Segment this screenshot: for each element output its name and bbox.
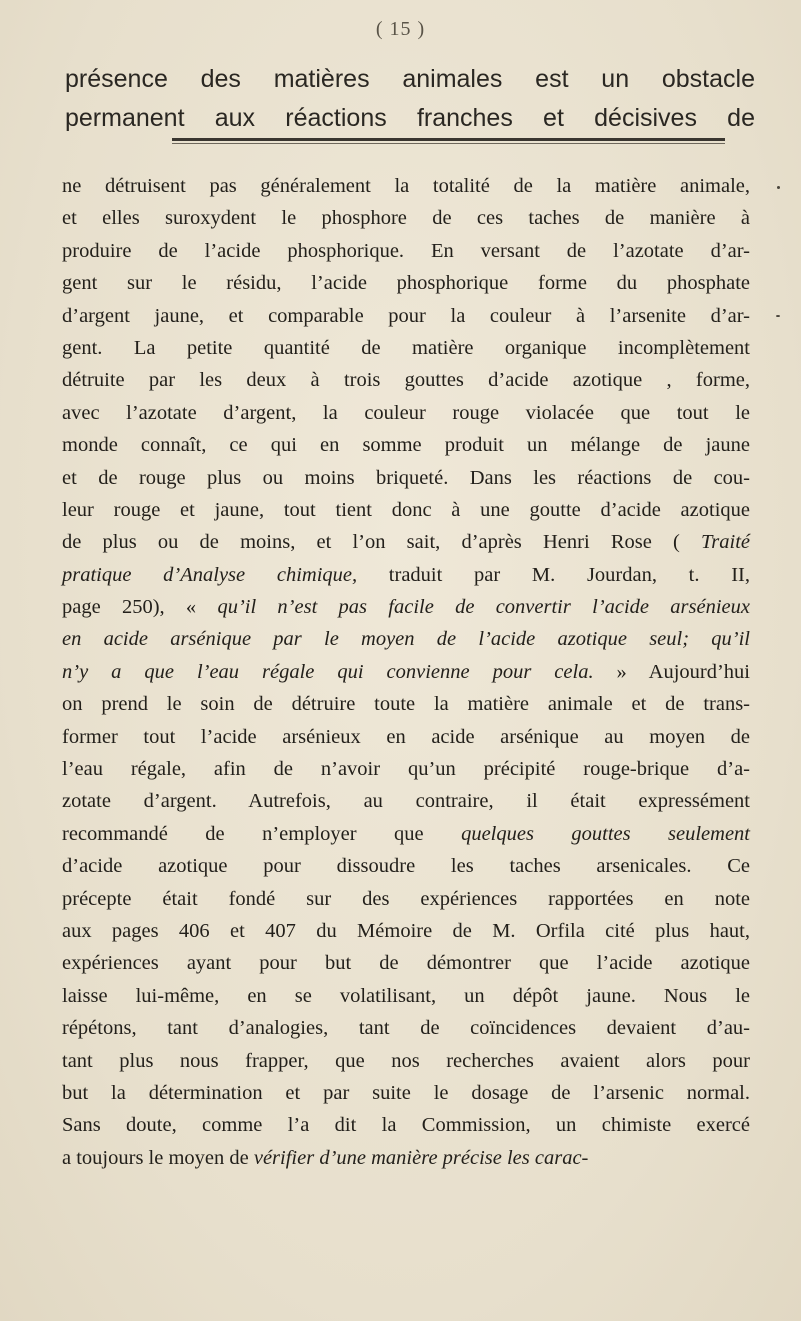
text-run: but la détermination et par suite le dosage de l’arsenic normal. bbox=[62, 1081, 750, 1104]
body-line bbox=[62, 947, 750, 979]
header-line: permanent aux réactions franches et décisives de bbox=[65, 104, 755, 132]
body-line bbox=[62, 591, 750, 623]
body-line bbox=[62, 1045, 750, 1077]
paper-speck bbox=[777, 186, 780, 189]
page-number: ( 15 ) bbox=[375, 18, 426, 40]
text-run: page 250), « bbox=[62, 596, 218, 619]
text-run: et de rouge plus ou moins briqueté. Dans les réactions de cou- bbox=[62, 466, 750, 489]
text-run: Sans doute, comme l’a dit la Commission, un chimiste exercé bbox=[62, 1114, 750, 1137]
text-run: avec l’azotate d’argent, la couleur rouge violacée que tout le bbox=[62, 401, 750, 424]
text-run: et elles suroxydent le phosphore de ces taches de manière à bbox=[62, 207, 750, 230]
body-line bbox=[62, 753, 750, 785]
text-run: gent. La petite quantité de matière organique incomplètement bbox=[62, 336, 750, 359]
body-line bbox=[62, 202, 750, 234]
text-run: détruite par les deux à trois gouttes d’acide azotique , forme, bbox=[62, 369, 750, 392]
body-line bbox=[62, 332, 750, 364]
body-line bbox=[62, 1142, 750, 1174]
text-run: former tout l’acide arsénieux en acide arsénique au moyen de bbox=[62, 725, 750, 748]
italic-text-run: Traité bbox=[701, 531, 750, 554]
italic-text-run: quelques gouttes seulement bbox=[461, 822, 750, 845]
body-line bbox=[62, 170, 750, 202]
body-line bbox=[62, 980, 750, 1012]
body-line bbox=[62, 623, 750, 655]
italic-text-run: vérifier d’une manière précise les carac- bbox=[253, 1146, 589, 1169]
text-run: » Aujourd’hui bbox=[593, 660, 750, 683]
body-line bbox=[62, 1109, 750, 1141]
italic-text-run: pratique d’Analyse chimique, bbox=[62, 563, 358, 586]
paper-speck bbox=[776, 315, 780, 317]
body-line bbox=[62, 785, 750, 817]
header-line: présence des matières animales est un obstacle bbox=[65, 65, 755, 93]
italic-text-run: qu’il n’est pas facile de convertir l’acide arsénieux bbox=[217, 596, 750, 619]
text-run: produire de l’acide phosphorique. En versant de l’azotate d’ar- bbox=[62, 239, 750, 262]
text-run: leur rouge et jaune, tout tient donc à une goutte d’acide azotique bbox=[62, 498, 750, 521]
body-line bbox=[62, 267, 750, 299]
header-paragraph bbox=[65, 60, 755, 138]
text-run: recommandé de n’employer que bbox=[62, 822, 462, 845]
body-line bbox=[62, 235, 750, 267]
body-line bbox=[62, 300, 750, 332]
text-run: on prend le soin de détruire toute la matière animale et de trans- bbox=[62, 693, 750, 716]
body-line bbox=[62, 429, 750, 461]
body-line bbox=[62, 1012, 750, 1044]
body-line bbox=[62, 364, 750, 396]
body-line bbox=[62, 850, 750, 882]
body-line bbox=[62, 559, 750, 591]
body-line bbox=[62, 883, 750, 915]
text-run: aux pages 406 et 407 du Mémoire de M. Orfila cité plus haut, bbox=[62, 919, 750, 942]
text-run: tant plus nous frapper, que nos recherches avaient alors pour bbox=[62, 1049, 750, 1072]
body-line bbox=[62, 1077, 750, 1109]
text-run: répétons, tant d’analogies, tant de coïncidences devaient d’au- bbox=[62, 1017, 750, 1040]
italic-text-run: n’y a que l’eau régale qui convienne pour cela. bbox=[62, 660, 594, 683]
body-line bbox=[62, 915, 750, 947]
body-line bbox=[62, 688, 750, 720]
text-run: traduit par M. Jourdan, t. II, bbox=[357, 563, 750, 586]
body-line bbox=[62, 721, 750, 753]
text-run: a toujours le moyen de bbox=[62, 1146, 254, 1169]
section-divider-rule bbox=[172, 138, 725, 141]
body-line bbox=[62, 526, 750, 558]
text-run: précepte était fondé sur des expériences rapportées en note bbox=[62, 887, 750, 910]
body-line bbox=[62, 397, 750, 429]
text-run: expériences ayant pour but de démontrer que l’acide azotique bbox=[62, 952, 750, 975]
body-paragraph bbox=[62, 170, 750, 1174]
body-line bbox=[62, 494, 750, 526]
text-run: monde connaît, ce qui en somme produit un mélange de jaune bbox=[62, 434, 750, 457]
text-run: laisse lui-même, en se volatilisant, un dépôt jaune. Nous le bbox=[62, 984, 750, 1007]
text-run: de plus ou de moins, et l’on sait, d’après Henri Rose ( bbox=[62, 531, 701, 554]
text-run: zotate d’argent. Autrefois, au contraire, il était expressément bbox=[62, 790, 750, 813]
text-run: l’eau régale, afin de n’avoir qu’un précipité rouge-brique d’a- bbox=[62, 758, 750, 781]
text-run: ne détruisent pas généralement la totalité de la matière animale, bbox=[62, 175, 750, 197]
italic-text-run: en acide arsénique par le moyen de l’acide azotique seul; qu’il bbox=[62, 628, 750, 651]
text-run: gent sur le résidu, l’acide phosphorique forme du phosphate bbox=[62, 272, 750, 295]
body-line bbox=[62, 818, 750, 850]
text-run: d’argent jaune, et comparable pour la couleur à l’arsenite d’ar- bbox=[62, 304, 750, 327]
body-line bbox=[62, 462, 750, 494]
body-line bbox=[62, 656, 750, 688]
section-divider-rule-thin bbox=[172, 143, 725, 144]
text-run: d’acide azotique pour dissoudre les taches arsenicales. Ce bbox=[62, 855, 750, 878]
